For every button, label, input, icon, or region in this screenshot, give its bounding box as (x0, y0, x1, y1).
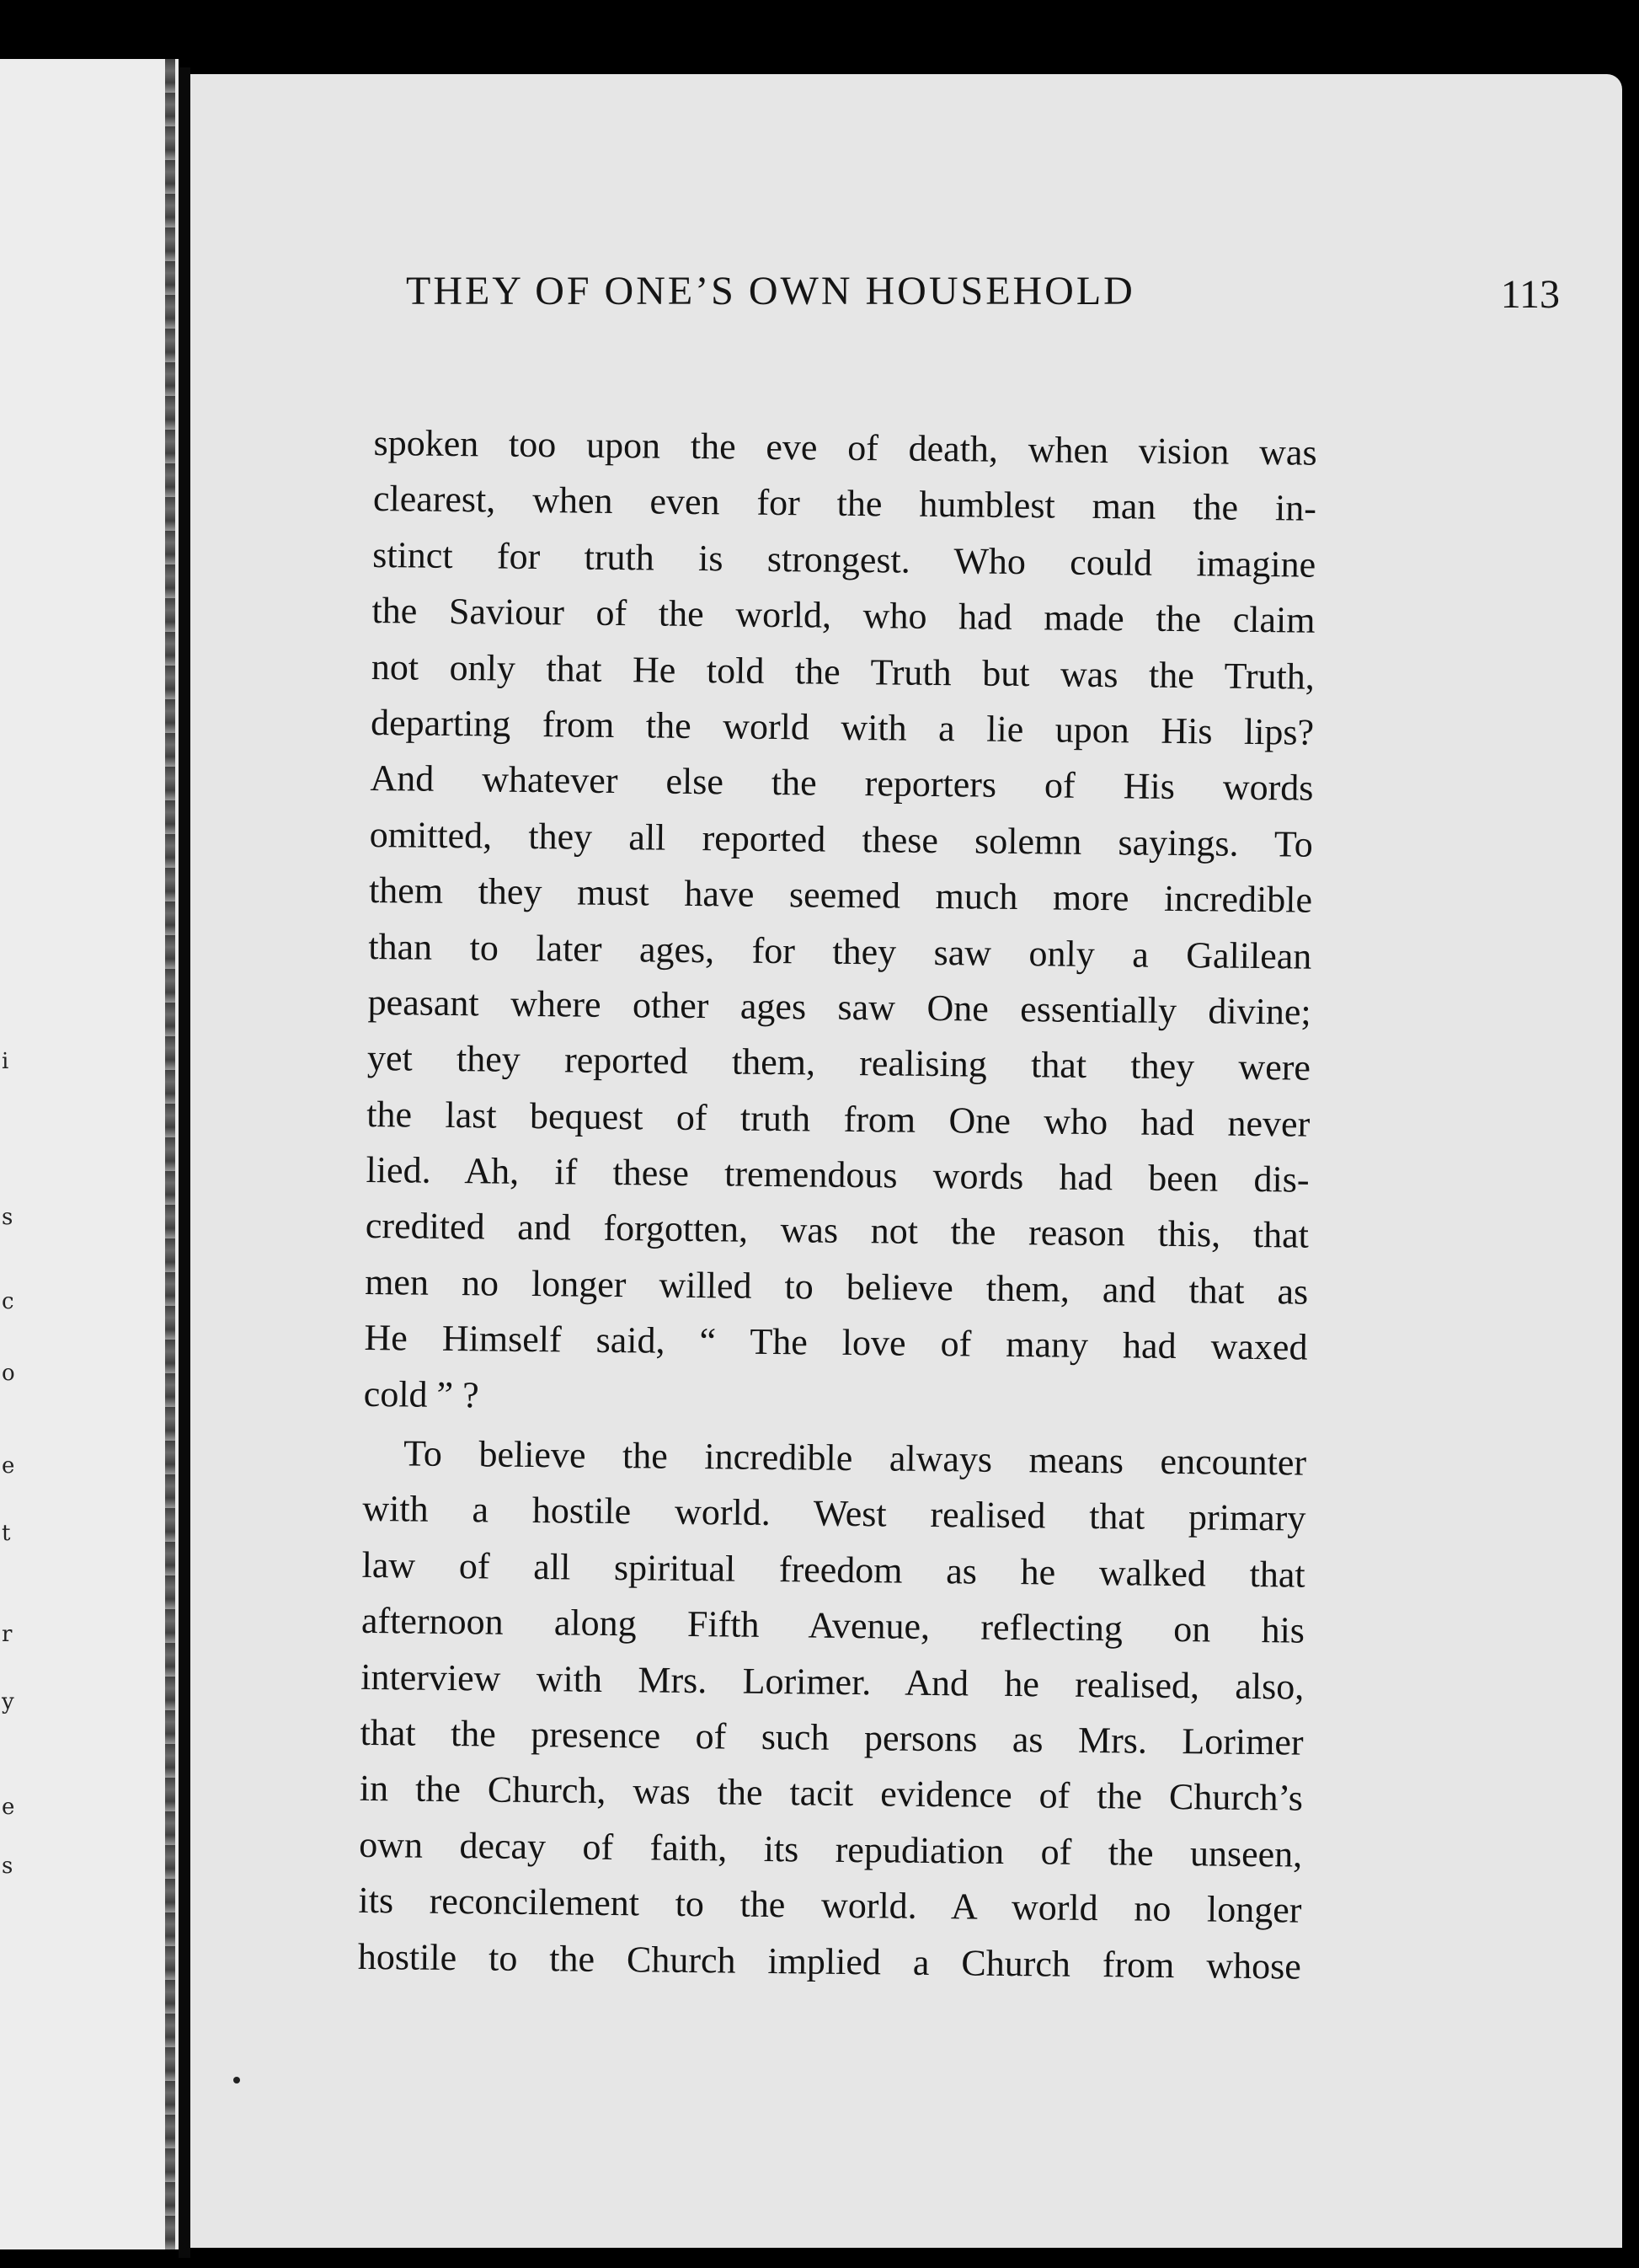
text-line: interview with Mrs. Lorimer. And he realised, also, (360, 1656, 1305, 1708)
paragraph (357, 1426, 1306, 1995)
text-line: that the presence of such persons as Mrs. Lorimer (360, 1711, 1304, 1763)
text-line: them they must have seemed much more incredible (368, 869, 1313, 921)
text-line: credited and forgotten, was not the reason this, that (365, 1205, 1310, 1257)
text-line: And whatever else the reporters of His words (370, 757, 1314, 810)
right-page (190, 74, 1622, 2248)
text-line: lied. Ah, if these tremendous words had been dis- (366, 1149, 1310, 1201)
text-line: the Saviour of the world, who had made the claim (371, 590, 1316, 641)
margin-character: c (2, 1289, 14, 1314)
text-line: with a hostile world. West realised that primary (362, 1488, 1306, 1540)
paragraph (363, 415, 1316, 1432)
text-line: He Himself said, “ The love of many had waxed (364, 1317, 1308, 1368)
text-line: men no longer willed to believe them, and that as (364, 1260, 1309, 1313)
text-line: the last bequest of truth from One who had never (366, 1093, 1311, 1145)
text-line: stinct for truth is strongest. Who could imagine (372, 533, 1316, 586)
binding-shadow (165, 59, 175, 2249)
margin-character: s (2, 1853, 13, 1879)
text-line: hostile to the Church implied a Church from whose (357, 1935, 1302, 1987)
margin-character: s (2, 1205, 13, 1230)
text-line: yet they reported them, realising that they were (366, 1037, 1311, 1089)
ink-speck (233, 2077, 240, 2083)
text-line: afternoon along Fifth Avenue, reflecting on his (360, 1600, 1305, 1651)
text-line: peasant where other ages saw One essentially divine; (367, 981, 1311, 1033)
margin-character: e (2, 1453, 15, 1479)
text-line: cold ” ? (363, 1372, 479, 1416)
text-line: clearest, when even for the humblest man the in- (372, 478, 1317, 530)
margin-character: r (2, 1622, 13, 1647)
page-number: 113 (1500, 272, 1560, 317)
margin-character: t (2, 1521, 11, 1546)
text-line: spoken too upon the eve of death, when vision was (373, 421, 1317, 473)
text-line: law of all spiritual freedom as he walked that (361, 1543, 1305, 1596)
text-line: To believe the incredible always means encounter (403, 1432, 1307, 1484)
book-gutter (179, 67, 190, 2258)
text-line: not only that He told the Truth but was the Truth, (371, 645, 1316, 698)
running-head (406, 268, 1560, 335)
text-line: departing from the world with a lie upon His lips? (370, 701, 1315, 753)
margin-character: o (2, 1361, 15, 1386)
text-line: omitted, they all reported these solemn sayings. To (369, 813, 1313, 865)
margin-character: e (2, 1795, 15, 1820)
text-line: own decay of faith, its repudiation of the unseen, (358, 1823, 1303, 1875)
running-title: THEY OF ONE’S OWN HOUSEHOLD (406, 269, 1135, 313)
text-line: in the Church, was the tacit evidence of the Church’s (359, 1768, 1304, 1820)
text-line: than to later ages, for they saw only a Galilean (368, 925, 1312, 977)
body-text (357, 415, 1316, 1995)
margin-character: i (2, 1049, 9, 1074)
margin-character: y (2, 1689, 14, 1714)
left-page-edge (0, 59, 179, 2249)
text-line: its reconcilement to the world. A world no longer (358, 1880, 1302, 1931)
